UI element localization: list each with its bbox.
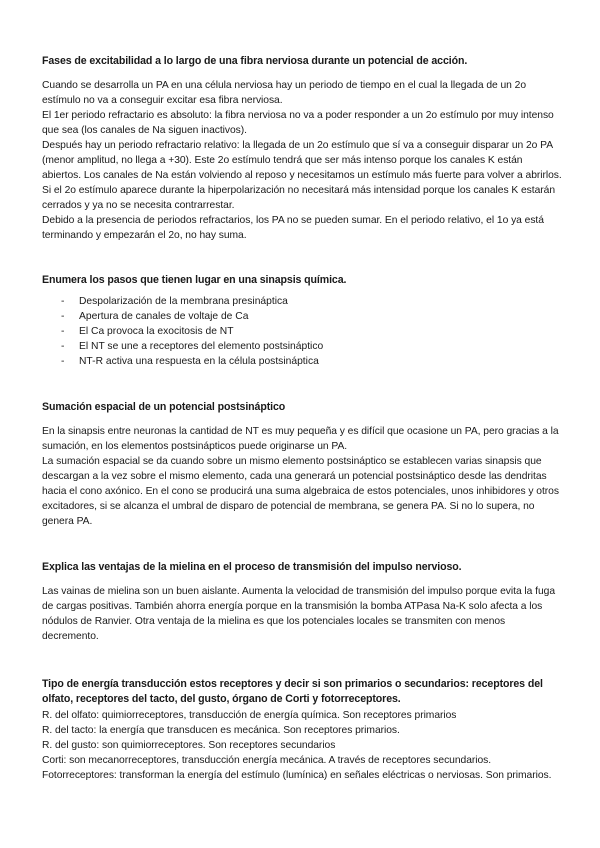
paragraph: Si el 2o estímulo aparece durante la hiperpolarización no necesitará más intensidad porque los canales K estarán cerrados y ya no se necesita contrarrestar. xyxy=(42,185,555,211)
section-synapse-steps xyxy=(42,273,562,369)
paragraph: El 1er periodo refractario es absoluto: la fibra nerviosa no va a poder responder a un 2o estímulo por muy intenso que sea (los canales de Na siguen inactivos). xyxy=(42,110,554,136)
paragraph: Fotorreceptores: transforman la energía del estímulo (lumínica) en señales eléctricas o nerviosas. Son primarios. xyxy=(42,770,552,781)
paragraph: La sumación espacial se da cuando sobre un mismo elemento postsináptico se establecen varias sinapsis que descargan a la vez sobre el mismo elemento, cada una generará un potencial postsináptico desde las dendritas hacia el cono axónico. En el cono se producirá una suma algebraica de estos potenciales, unos inhibidores y otros excitadores, si se alcanza el umbral de disparo de potencial de membrana, se genera PA. Si no lo supera, no genera PA. xyxy=(42,456,559,527)
paragraph: Las vainas de mielina son un buen aislante. Aumenta la velocidad de transmisión del impulso porque evita la fuga de cargas positivas. También ahorra energía porque en la transmisión la bomba ATPasa Na-K solo afecta a los nódulos de Ranvier. Otra ventaja de la mielina es que los potenciales locales se transmiten con menos decremento. xyxy=(42,586,556,642)
section-excitability xyxy=(42,54,562,243)
list-item: - Apertura de canales de voltaje de Ca xyxy=(61,311,249,322)
list-item: - El NT se une a receptores del elemento postsináptico xyxy=(61,341,324,352)
paragraph: R. del gusto: son quimiorreceptores. Son receptores secundarios xyxy=(42,740,336,751)
list-item: - NT-R activa una respuesta en la célula postsináptica xyxy=(61,356,319,367)
paragraph: Corti: son mecanorreceptores, transducción energía mecánica. A través de receptores secundarios. xyxy=(42,755,492,766)
section-heading: Tipo de energía transducción estos receptores y decir si son primarios o secundarios: receptores del olfato, receptores del tacto, del gusto, órgano de Corti y fotorreceptores. xyxy=(42,678,543,705)
paragraph: Debido a la presencia de periodos refractarios, los PA no se pueden sumar. En el periodo relativo, el 1o ya está terminando y empezarán el 2o, no hay suma. xyxy=(42,215,544,241)
section-receptors xyxy=(42,677,562,783)
section-heading: Fases de excitabilidad a lo largo de una fibra nerviosa durante un potencial de acción. xyxy=(42,55,468,67)
section-heading: Enumera los pasos que tienen lugar en una sinapsis química. xyxy=(42,274,347,286)
document-page xyxy=(42,54,562,783)
section-heading: Sumación espacial de un potencial postsináptico xyxy=(42,401,286,413)
list-item: - Despolarización de la membrana presináptica xyxy=(61,296,288,307)
section-myelin xyxy=(42,560,562,644)
paragraph: Cuando se desarrolla un PA en una célula nerviosa hay un periodo de tiempo en el cual la llegada de un 2o estímulo no va a conseguir excitar esa fibra nerviosa. xyxy=(42,80,527,106)
section-spatial-summation xyxy=(42,400,562,529)
paragraph: R. del tacto: la energía que transducen es mecánica. Son receptores primarios. xyxy=(42,725,400,736)
paragraph: En la sinapsis entre neuronas la cantidad de NT es muy pequeña y es difícil que ocasione un PA, pero gracias a la sumación, en los elementos postsinápticos puede originarse un PA. xyxy=(42,426,559,452)
section-heading: Explica las ventajas de la mielina en el proceso de transmisión del impulso nervioso. xyxy=(42,561,462,573)
paragraph: R. del olfato: quimiorreceptores, transducción de energía química. Son receptores primarios xyxy=(42,710,457,721)
steps-list xyxy=(42,294,562,369)
paragraph: Después hay un periodo refractario relativo: la llegada de un 2o estímulo que sí va a conseguir disparar un 2o PA (menor amplitud, no llega a +30). Este 2o estímulo tendrá que ser más intenso porque los canales K están abiertos. Los canales de Na están volviendo al reposo y necesitamos un estímulo más fuerte para volver a abrirlos. xyxy=(42,140,562,181)
list-item: - El Ca provoca la exocitosis de NT xyxy=(61,326,234,337)
